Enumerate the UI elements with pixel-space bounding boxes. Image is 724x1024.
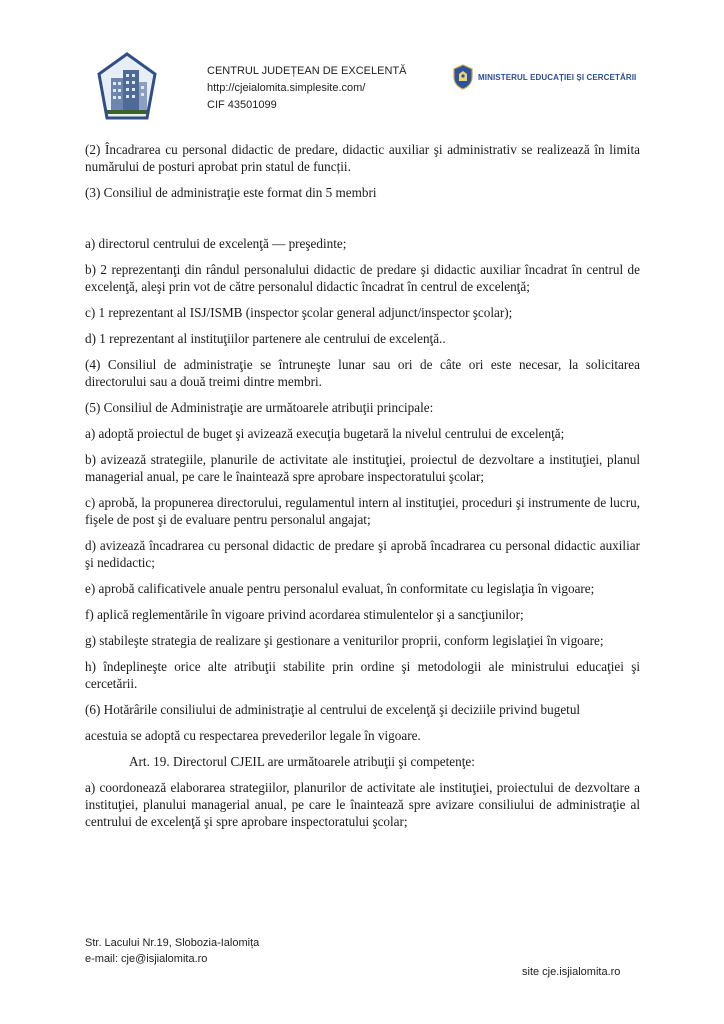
paragraph: f) aplică reglementările în vigoare privind acordarea stimulentelor şi a sancţiunilor;: [85, 607, 524, 622]
paragraph: (2) Încadrarea cu personal didactic de predare, didactic auxiliar şi administrativ se realizează în limita numărului de posturi aprobat prin statul de funcții.: [85, 142, 640, 174]
footer-site: site cje.isjialomita.ro: [522, 966, 621, 978]
paragraph: c) 1 reprezentant al ISJ/ISMB (inspector şcolar general adjunct/inspector şcolar);: [85, 305, 513, 320]
footer-email: e-mail: cje@isjialomita.ro: [85, 953, 208, 965]
cje-logo: [97, 52, 157, 120]
paragraph: a) directorul centrului de excelenţă — preşedinte;: [85, 236, 347, 251]
paragraph: d) 1 reprezentant al instituţiilor partenere ale centrului de excelenţă..: [85, 331, 446, 346]
article-heading: Art. 19. Directorul CJEIL are următoarele atribuţii şi competenţe:: [129, 754, 475, 769]
header-institution-info: [207, 63, 406, 114]
paragraph: h) îndeplineşte orice alte atribuţii stabilite prin ordine şi metodologii ale ministrului educaţiei şi cercetării.: [85, 659, 640, 691]
paragraph: a) coordonează elaborarea strategiilor, planurilor de activitate ale instituţiei, proiectului de dezvoltare a instituţiei, planului managerial anual, pe care le înaintează spre avizare consiliului de administraţie al centrului de excelenţă şi spre aprobare inspectoratului şcolar;: [85, 780, 640, 829]
institution-website: http://cjeialomita.simplesite.com/: [207, 82, 366, 94]
paragraph: (3) Consiliul de administraţie este format din 5 membri: [85, 185, 377, 200]
paragraph: (4) Consiliul de administraţie se întruneşte lunar sau ori de câte ori este necesar, la solicitarea directorului sau a două treimi dintre membri.: [85, 357, 640, 389]
paragraph: (5) Consiliul de Administraţie are următoarele atribuţii principale:: [85, 400, 434, 415]
paragraph: b) 2 reprezentanţi din rândul personalului didactic de predare şi didactic auxiliar încadrat în centrul de excelenţă, aleşi prin vot de către personalul didactic încadrat în centrul de excelenţă;: [85, 262, 640, 294]
paragraph: g) stabileşte strategia de realizare şi gestionare a veniturilor proprii, conform legislaţiei în vigoare;: [85, 633, 604, 648]
document-body: [85, 141, 640, 839]
paragraph: c) aprobă, la propunerea directorului, regulamentul intern al instituţiei, proceduri şi instrumente de lucru, fişele de post şi de evaluare pentru personalul angajat;: [85, 495, 640, 527]
ministry-crest-icon: [452, 64, 474, 90]
paragraph: a) adoptă proiectul de buget şi avizează execuţia bugetară la nivelul centrului de excelenţă;: [85, 426, 565, 441]
institution-name: CENTRUL JUDEȚEAN DE EXCELENTĂ: [207, 65, 407, 77]
paragraph: d) avizează încadrarea cu personal didactic de predare şi aprobă încadrarea cu personal didactic auxiliar şi nedidactic;: [85, 538, 640, 570]
paragraph: acestuia se adoptă cu respectarea prevederilor legale în vigoare.: [85, 728, 421, 743]
paragraph: e) aprobă calificativele anuale pentru personalul evaluat, în conformitate cu legislaţia în vigoare;: [85, 581, 595, 596]
institution-cif: CIF 43501099: [207, 99, 277, 111]
footer-address: Str. Lacului Nr.19, Slobozia-Ialomița: [85, 937, 260, 949]
paragraph: b) avizează strategiile, planurile de activitate ale instituţiei, proiectul de dezvoltare a instituţiei, planul managerial anual, pe care le înaintează spre aprobare inspectoratului şcolar;: [85, 452, 640, 484]
ministry-name: MINISTERUL EDUCAȚIEI ȘI CERCETĂRII: [478, 72, 637, 82]
paragraph: (6) Hotărârile consiliului de administraţie al centrului de excelenţă şi deciziile privind bugetul: [85, 702, 581, 717]
footer-contact: [85, 935, 259, 967]
ministry-logo: [452, 64, 636, 90]
